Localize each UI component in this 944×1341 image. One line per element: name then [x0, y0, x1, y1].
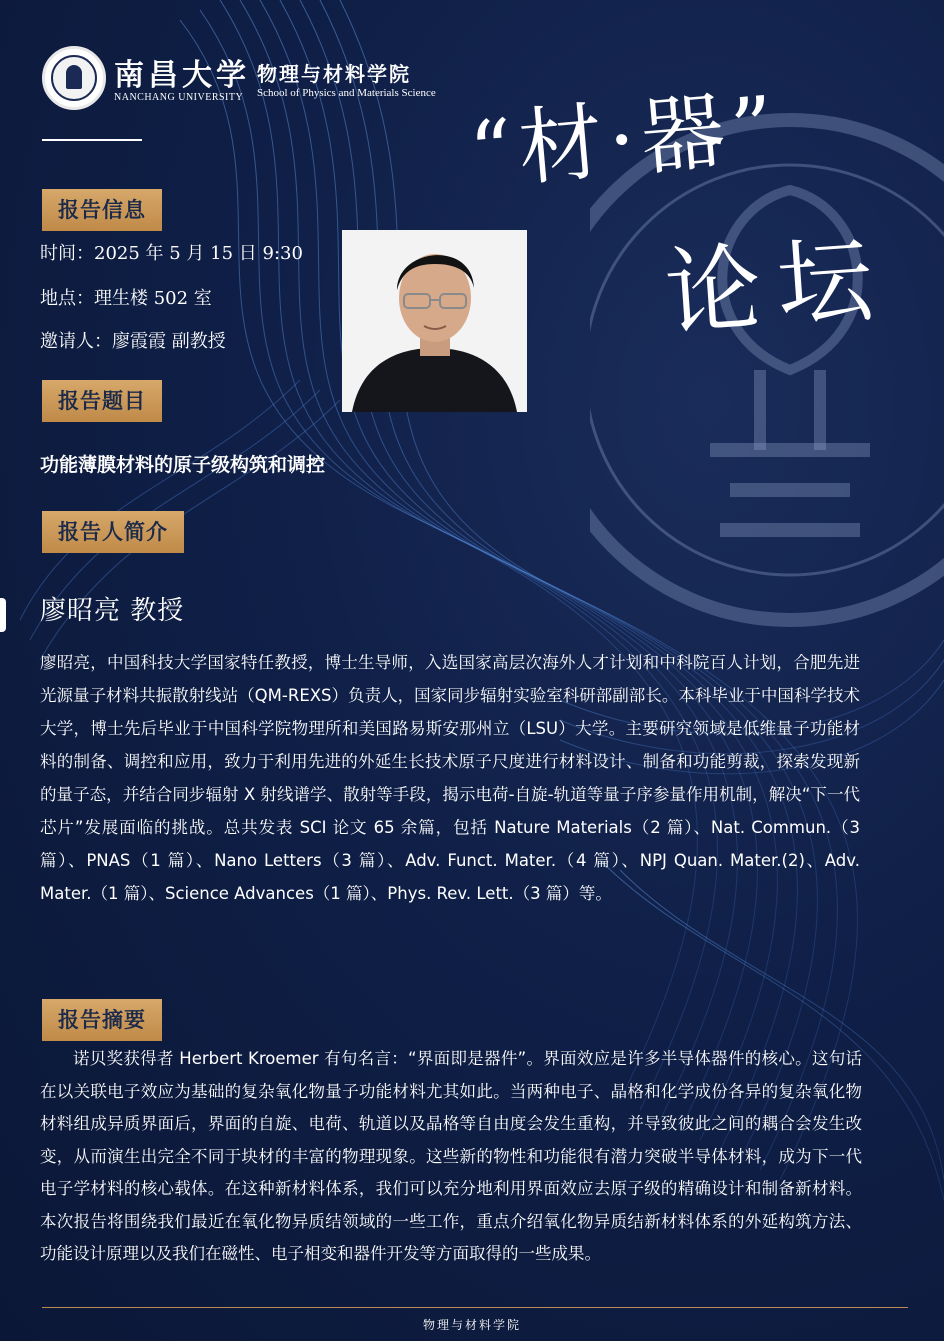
header-divider: [42, 139, 142, 141]
forum-title: [465, 77, 920, 350]
forum-title-line2: 论坛: [661, 222, 893, 350]
section-tag-speaker: 报告人简介: [42, 511, 184, 553]
speaker-name: 廖昭亮 教授: [40, 596, 185, 626]
section-tag-abstract: 报告摘要: [42, 999, 162, 1041]
report-topic: 功能薄膜材料的原子级构筑和调控: [40, 454, 326, 476]
school-name-cn: 物理与材料学院: [257, 62, 411, 86]
info-inviter: 邀请人：廖霞霞 副教授: [40, 331, 226, 352]
footer-school: 物理与材料学院: [422, 1318, 521, 1332]
school-name-en: School of Physics and Materials Science: [257, 87, 436, 99]
section-tag-info: 报告信息: [42, 189, 162, 231]
university-seal-icon: [42, 46, 106, 110]
footer-divider: [42, 1307, 908, 1308]
university-name-cn: 南昌大学: [114, 58, 250, 93]
edge-marker: [0, 598, 6, 632]
info-time: 时间：2025 年 5 月 15 日 9:30: [40, 243, 303, 264]
section-tag-topic: 报告题目: [42, 380, 162, 422]
university-logo: [42, 46, 472, 116]
forum-title-line1: “材·器”: [465, 77, 784, 202]
university-name-en: NANCHANG UNIVERSITY: [114, 92, 244, 103]
info-place: 地点：理生楼 502 室: [40, 288, 212, 309]
speaker-photo: [342, 230, 527, 412]
speaker-bio: 廖昭亮，中国科技大学国家特任教授，博士生导师，入选国家高层次海外人才计划和中科院百人计划，合肥先进光源量子材料共振散射线站（QM-REXS）负责人，国家同步辐射实验室科研部副部长。本科毕业于中国科学技术大学，博士先后毕业于中国科学院物理所和美国路易斯安那州立（LSU）大学。主要研究领域是低维量子功能材料的制备、调控和应用，致力于利用先进的外延生长技术原子尺度进行材料设计、制备和功能剪裁，探索发现新的量子态，并结合同步辐射 X 射线谱学、散射等手段，揭示电荷-自旋-轨道等量子序参量作用机制，解决“下一代芯片”发展面临的挑战。总共发表 SCI 论文 65 余篇，包括 Nature Materials（2 篇）、Nat. Commun.（3 篇）、PNAS（1 篇）、Nano Letters（3 篇）、Adv. Funct. Mater.（4 篇）、NPJ Quan. Mater.(2)、Adv. Mater.（1 篇）、Science Advances（1 篇）、Phys. Rev. Lett.（3 篇）等。: [40, 653, 860, 903]
report-abstract: 诺贝奖获得者 Herbert Kroemer 有句名言：“界面即是器件”。界面效应是许多半导体器件的核心。这句话在以关联电子效应为基础的复杂氧化物量子功能材料尤其如此。当两种电子、晶格和化学成份各异的复杂氧化物材料组成异质界面后，界面的自旋、电荷、轨道以及晶格等自由度会发生重构，并导致彼此之间的耦合会发生改变，从而演生出完全不同于块材的丰富的物理现象。这些新的物性和功能很有潜力突破半导体材料，成为下一代电子学材料的核心载体。在这种新材料体系，我们可以充分地利用界面效应去原子级的精确设计和制备新材料。本次报告将围绕我们最近在氧化物异质结领域的一些工作，重点介绍氧化物异质结新材料体系的外延构筑方法、功能设计原理以及我们在磁性、电子相变和器件开发等方面取得的一些成果。: [40, 1049, 862, 1263]
